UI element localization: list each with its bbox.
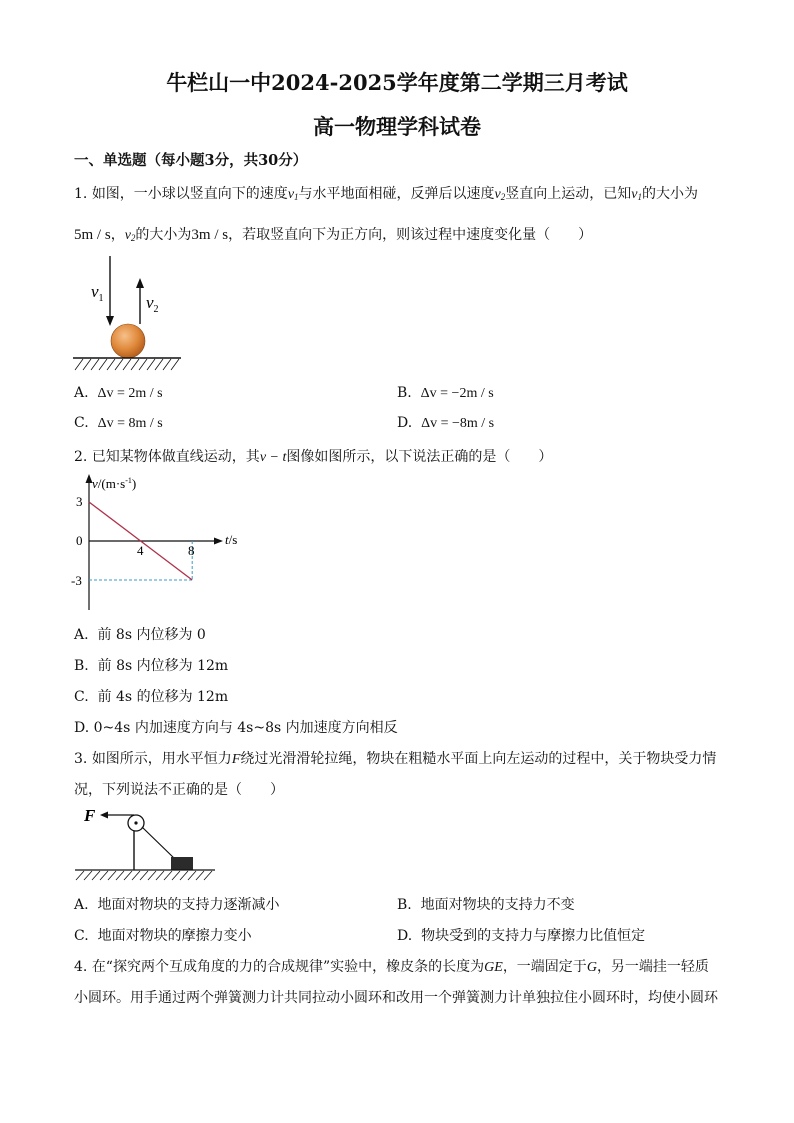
question-4-stem-line1	[74, 956, 709, 976]
v1-label: $v_1$	[91, 282, 104, 304]
v-t-graph	[70, 473, 260, 613]
math-v1: $v_1$	[287, 187, 299, 202]
ground-hatch	[75, 359, 179, 370]
question-2-stem	[74, 446, 552, 466]
force-label: F	[84, 806, 96, 825]
ground-hatch	[76, 871, 212, 880]
question-number: 2.	[74, 449, 88, 465]
stem-text: 与水平地面相碰，反弹后以速度	[298, 186, 495, 202]
option-d[interactable]: D. 物块受到的支持力与摩擦力比值恒定	[397, 928, 646, 944]
question-number: 1.	[74, 186, 88, 202]
math-F: F	[231, 752, 241, 767]
section-heading: 一、单选题（每小题3分，共30分）	[74, 152, 308, 169]
question-number: 3.	[74, 751, 88, 767]
stem-text: ，一端固定于	[502, 959, 587, 975]
stem-text: 绕过光滑滑轮拉绳，物块在粗糙水平面上向左运动的过程中，关于物块受力情	[240, 751, 717, 767]
rope	[142, 827, 176, 860]
exam-subtitle: 高一物理学科试卷	[313, 114, 481, 139]
v2-label: $v_2$	[146, 293, 159, 315]
stem-text: ，若取竖直向下为正方向，则该过程中速度变化量（ ）	[228, 227, 593, 243]
stem-text: 的大小为	[641, 186, 698, 202]
question-number: 4.	[74, 959, 88, 975]
question-3-stem-line1	[74, 748, 716, 768]
stem-text: 的大小为	[135, 227, 192, 243]
question-1-stem-line2	[74, 224, 592, 244]
math-value: 5m / s	[74, 227, 111, 243]
ball	[111, 324, 145, 358]
stem-text: 已知某物体做直线运动，其	[91, 449, 260, 465]
option-b[interactable]: B. Δv = −2m / s	[397, 385, 494, 401]
option-d[interactable]: D. Δv = −8m / s	[397, 415, 495, 431]
math-v2: $v_2$	[124, 228, 136, 243]
v1-arrowhead	[106, 316, 114, 326]
option-a[interactable]: A. 地面对物块的支持力逐渐减小	[74, 897, 280, 913]
stem-text: 如图所示，用水平恒力	[91, 751, 232, 767]
tick-label-y-3: 3	[76, 494, 83, 509]
option-a[interactable]: A. Δv = 2m / s	[74, 385, 163, 401]
v2-arrowhead	[136, 278, 144, 288]
math-v1: $v_1$	[631, 187, 642, 202]
tick-label-y-0: 0	[76, 533, 83, 548]
tick-label-x-4: 4	[137, 543, 144, 558]
stem-text: 在“探究两个互成角度的力的合成规律”实验中，橡皮条的长度为	[91, 959, 485, 975]
question-4-stem-line2: 小圆环。用手通过两个弹簧测力计共同拉动小圆环和改用一个弹簧测力计单独拉住小圆环时，均使小圆环	[74, 990, 718, 1006]
option-c[interactable]: C. 前 4s 的位移为 12m	[74, 689, 229, 705]
math-GE: GE	[484, 960, 503, 975]
stem-text: ，另一端挂一轻质	[596, 959, 709, 975]
ball-bounce-figure	[70, 254, 190, 376]
option-c[interactable]: C. Δv = 8m / s	[74, 415, 163, 431]
math-G: G	[586, 960, 597, 975]
option-a[interactable]: A. 前 8s 内位移为 0	[74, 627, 206, 643]
stem-text: ，	[110, 227, 125, 243]
option-d[interactable]: D. 0~4s 内加速度方向与 4s~8s 内加速度方向相反	[74, 720, 398, 736]
option-b[interactable]: B. 前 8s 内位移为 12m	[74, 658, 229, 674]
question-3-stem-line2: 况，下列说法不正确的是（ ）	[74, 782, 284, 798]
math-value: 3m / s	[191, 227, 229, 243]
tick-label-x-8: 8	[188, 543, 195, 558]
force-arrowhead	[100, 812, 108, 819]
stem-text: 竖直向上运动，已知	[505, 186, 632, 202]
option-b[interactable]: B. 地面对物块的支持力不变	[397, 897, 575, 913]
pulley-figure	[72, 804, 222, 884]
y-axis-label: $v/(m\cdot s^{-1})$	[92, 476, 137, 491]
option-c[interactable]: C. 地面对物块的摩擦力变小	[74, 928, 252, 944]
block	[171, 857, 193, 870]
stem-text: 如图，一小球以竖直向下的速度	[91, 186, 288, 202]
x-axis-label: t/s	[225, 532, 238, 547]
x-axis-arrowhead	[214, 538, 223, 545]
exam-title: 牛栏山一中2024-2025学年度第二学期三月考试	[166, 70, 628, 95]
tick-label-y-neg3: -3	[71, 573, 82, 588]
stem-text: 图像如图所示，以下说法正确的是（ ）	[286, 449, 553, 465]
question-1-stem-line1	[74, 183, 698, 203]
math-v2: $v_2$	[494, 187, 506, 202]
pulley-axle	[134, 821, 137, 824]
math-v-t: v − t	[259, 450, 287, 465]
